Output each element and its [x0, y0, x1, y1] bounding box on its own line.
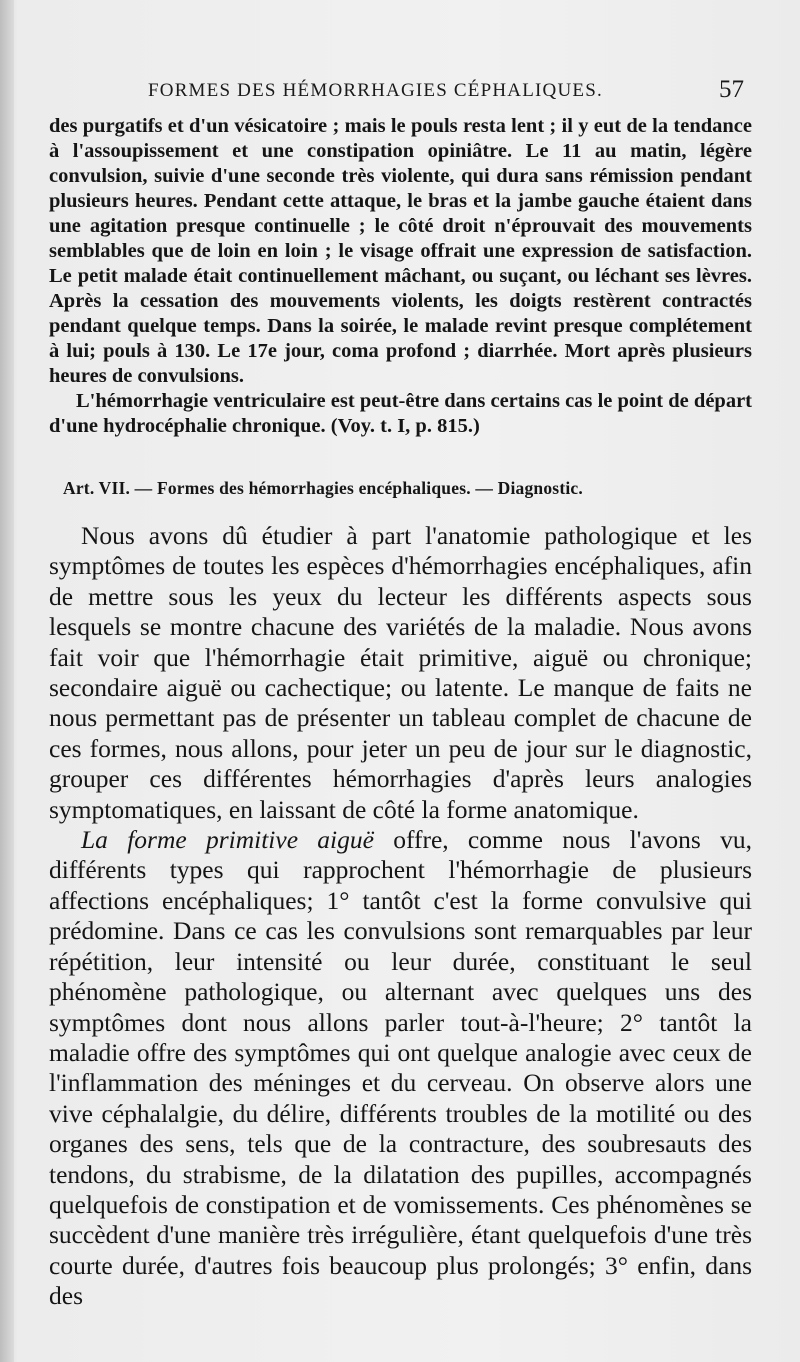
- ventricular-hemorrhage-paragraph: L'hémorrhagie ventriculaire est peut-être dans certains cas le point de départ d'une hydrocéphalie chronique. (Voy. t. I, p. 815.): [49, 390, 752, 437]
- page-header: [52, 76, 744, 110]
- italic-term: La forme primitive aiguë: [81, 825, 374, 855]
- case-report-text: [49, 114, 752, 439]
- page-number: 57: [719, 76, 744, 103]
- main-paragraph-2: [49, 825, 752, 1312]
- main-paragraph-1: Nous avons dû étudier à part l'anatomie pathologique et les symptômes de toutes les espèces d'hémorrhagies encéphaliques, afin de mettre sous les yeux du lecteur les différents aspects sous lesquels se montre chacune des variétés de la maladie. Nous avons fait voir que l'hémorrhagie était primitive, aiguë ou chronique; secondaire aiguë ou cachectique; ou latente. Le manque de faits ne nous permettant pas de présenter un tableau complet de chacune de ces formes, nous allons, pour jeter un peu de jour sur le diagnostic, grouper ces différentes hémorrhagies d'après leurs analogies symptomatiques, en laissant de côté la forme anatomique.: [49, 521, 752, 824]
- main-text: [49, 521, 752, 1312]
- running-head: FORMES DES HÉMORRHAGIES CÉPHALIQUES.: [148, 80, 603, 101]
- section-heading: Art. VII. — Formes des hémorrhagies encéphaliques. — Diagnostic.: [63, 478, 583, 498]
- main-paragraph-2-text: offre, comme nous l'avons vu, différents types qui rapprochent l'hémorrhagie de plusieurs affections encéphaliques; 1° tantôt c'est la forme convulsive qui prédomine. Dans ce cas les convulsions sont remarquables par leur répétition, leur intensité ou leur durée, constituant le seul phénomène pathologique, ou alternant avec quelques uns des symptômes dont nous allons parler tout-à-l'heure; 2° tantôt la maladie offre des symptômes qui ont quelque analogie avec ceux de l'inflammation des méninges et du cerveau. On observe alors une vive céphalalgie, du délire, différents troubles de la motilité ou des organes des sens, tels que de la contracture, des soubresauts des tendons, du strabisme, de la dilatation des pupilles, accompagnés quelquefois de constipation et de vomissements. Ces phénomènes se succèdent d'une manière très irrégulière, étant quelquefois d'une très courte durée, d'autres fois beaucoup plus prolongés; 3° enfin, dans des: [49, 825, 752, 1311]
- page-gutter-shadow: [0, 0, 14, 1362]
- case-report-paragraph: des purgatifs et d'un vésicatoire ; mais le pouls resta lent ; il y eut de la tendance à l'assoupissement et une constipation opiniâtre. Le 11 au matin, légère convulsion, suivie d'une seconde très violente, qui dura sans rémission pendant plusieurs heures. Pendant cette attaque, le bras et la jambe gauche étaient dans une agitation presque continuelle ; le côté droit n'éprouvait des mouvements semblables que de loin en loin ; le visage offrait une expression de satisfaction. Le petit malade était continuellement mâchant, ou suçant, ou léchant ses lèvres. Après la cessation des mouvements violents, les doigts restèrent contractés pendant quelque temps. Dans la soirée, le malade revint presque complétement à lui; pouls à 130. Le 17e jour, coma profond ; diarrhée. Mort après plusieurs heures de convulsions.: [49, 115, 752, 387]
